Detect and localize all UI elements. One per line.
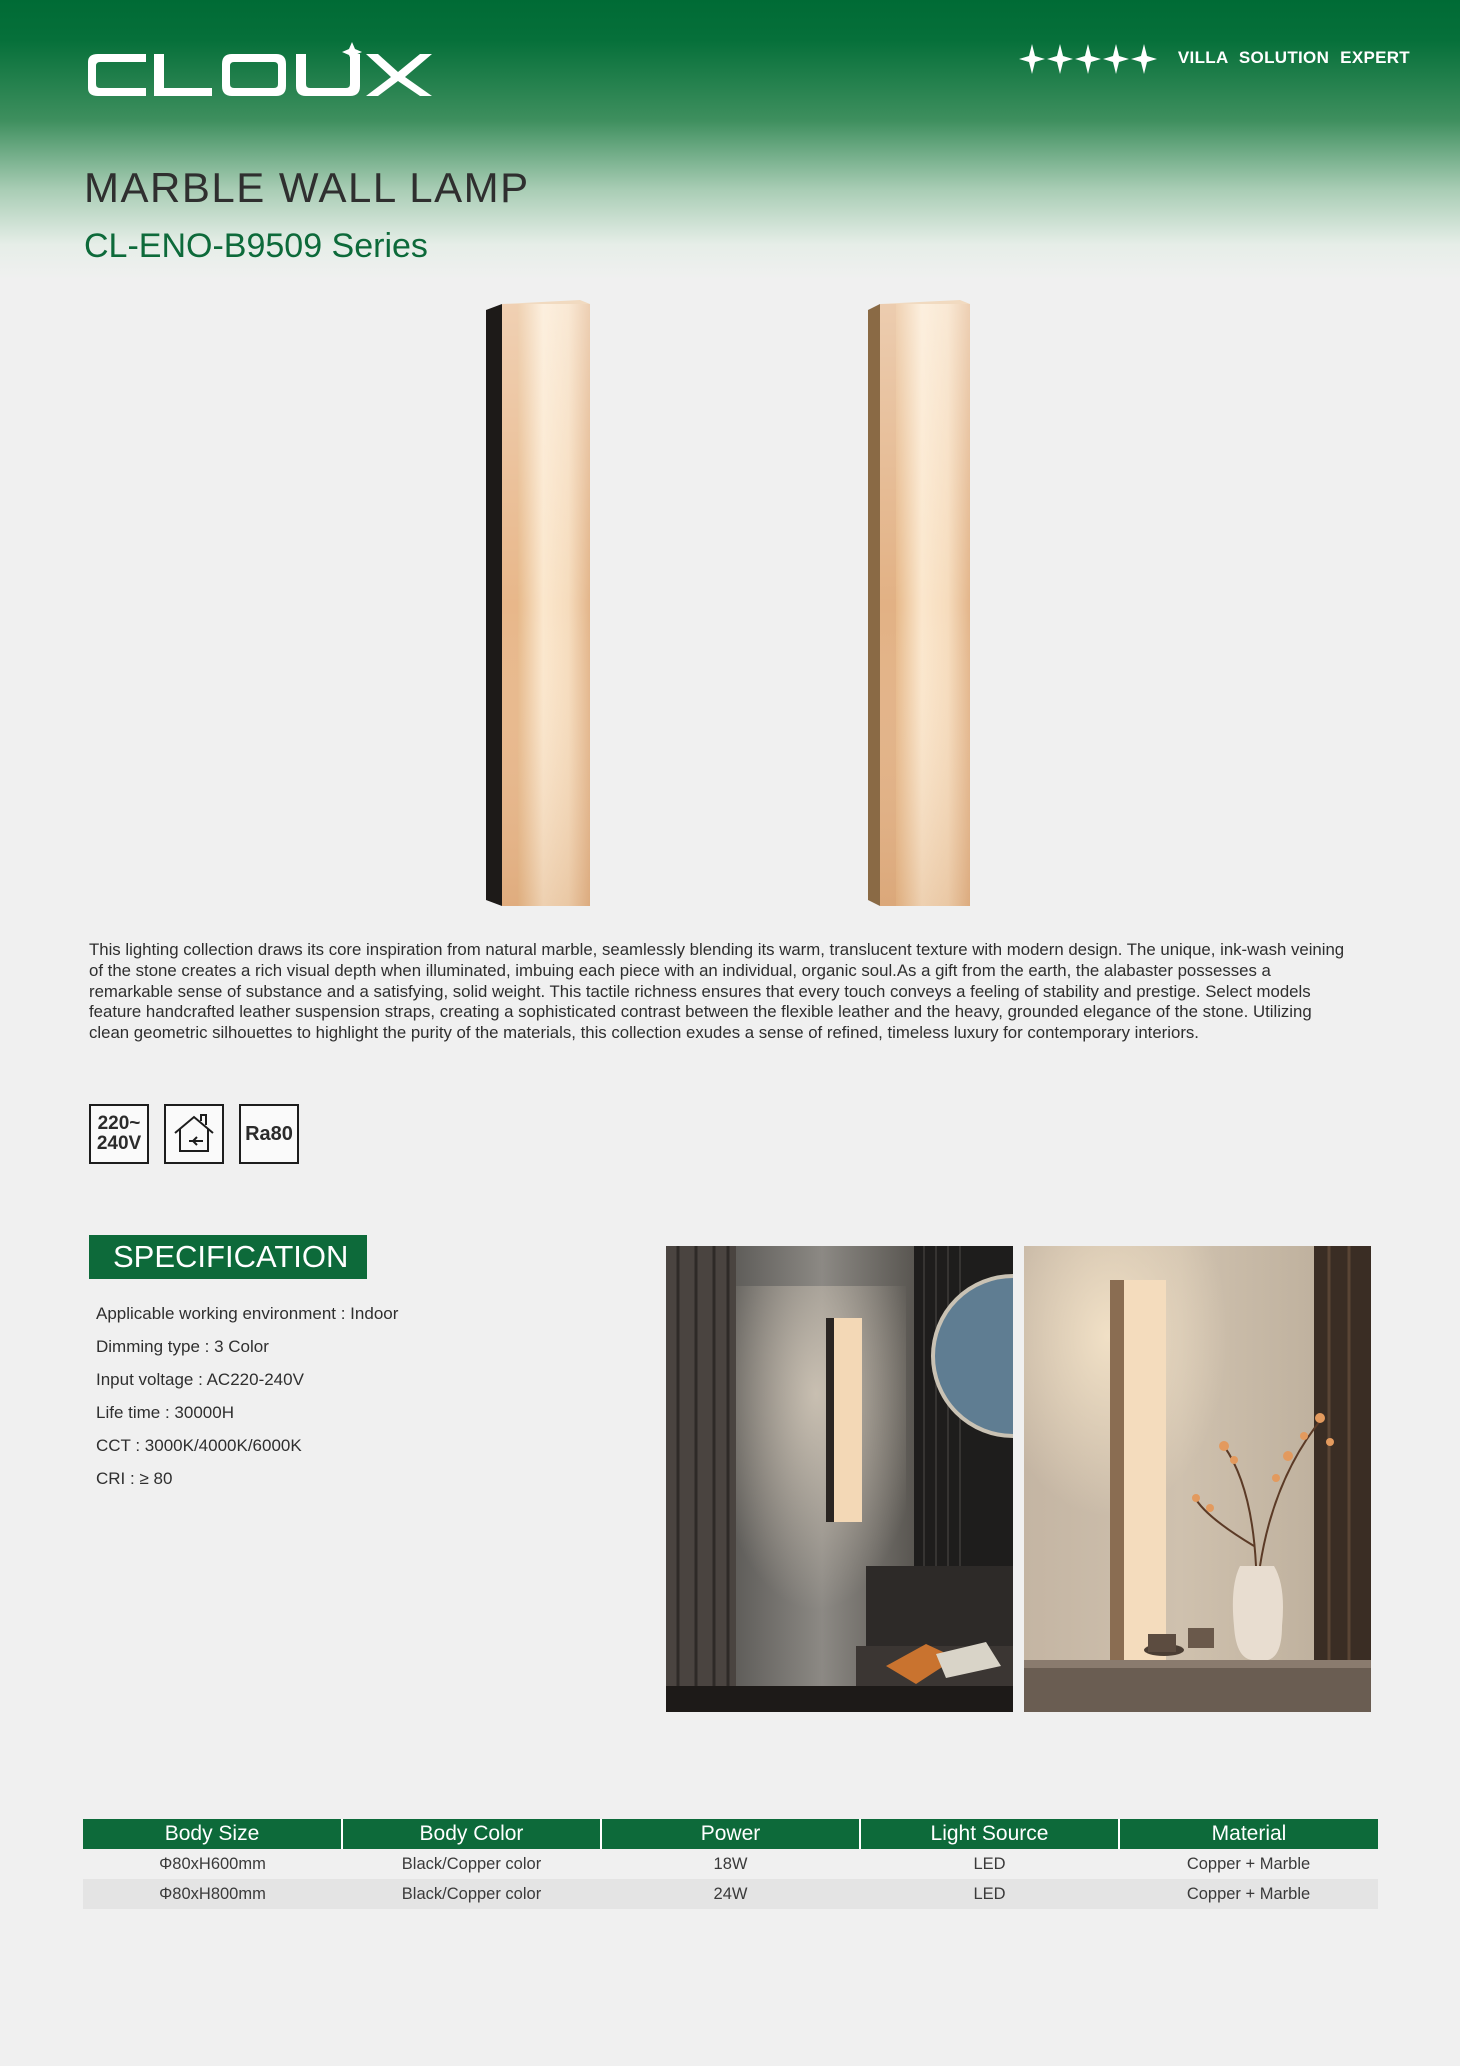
cell-light-source: LED: [973, 1854, 1006, 1873]
cloux-logo: [84, 40, 436, 102]
spec-item: CRI : ≥ 80: [96, 1469, 173, 1488]
five-stars-icon: [1018, 40, 1160, 78]
spec-heading: SPECIFICATION: [89, 1235, 367, 1279]
lamp-black-image: [484, 300, 594, 910]
spec-list: [96, 1300, 398, 1498]
cri-badge: Ra80: [239, 1104, 299, 1164]
cell-body-size: Φ80xH600mm: [159, 1854, 266, 1873]
header-power: Power: [601, 1819, 860, 1849]
header-body-color: Body Color: [342, 1819, 601, 1849]
header-light-source: Light Source: [860, 1819, 1119, 1849]
cell-power: 24W: [601, 1879, 860, 1909]
cell-body-color: Black/Copper color: [401, 1854, 542, 1873]
voltage-badge: 220~ 240V: [89, 1104, 149, 1164]
cell-material: Copper + Marble: [1186, 1854, 1311, 1873]
spec-item: Dimming type : 3 Color: [96, 1337, 269, 1356]
cell-body-size: Φ80xH800mm: [83, 1879, 342, 1909]
table-row: [83, 1849, 1378, 1879]
spec-item: Applicable working environment : Indoor: [96, 1304, 399, 1323]
indoor-house-icon: [164, 1104, 224, 1164]
header-material: Material: [1119, 1819, 1378, 1849]
cell-light-source: LED: [860, 1879, 1119, 1909]
cell-body-color: Black/Copper color: [342, 1879, 601, 1909]
table-header-row: [83, 1819, 1378, 1849]
table-row: [83, 1879, 1378, 1909]
product-title: MARBLE WALL LAMP: [84, 164, 530, 211]
product-description: This lighting collection draws its core inspiration from natural marble, seamlessly blending its warm, translucent texture with modern design. The unique, ink-wash veining of the stone creates a rich visual depth when illuminated, imbuing each piece with an individual, organic soul.As a gift from the earth, the alabaster possesses a remarkable sense of substance and a satisfying, solid weight. This tactile richness ensures that every touch conveys a feeling of stability and prestige. Select models feature handcrafted leather suspension straps, creating a sophisticated contrast between the flexible leather and the heavy, grounded elegance of the stone. Utilizing clean geometric silhouettes to highlight the purity of the materials, this collection exudes a sense of refined, timeless luxury for contemporary interiors.: [89, 940, 1345, 1043]
spec-item: CCT : 3000K/4000K/6000K: [96, 1436, 302, 1455]
lamp-copper-image: [866, 300, 976, 910]
brand-tagline: VILLA SOLUTION EXPERT: [1177, 48, 1410, 67]
cell-material: Copper + Marble: [1119, 1879, 1378, 1909]
spec-item: Input voltage : AC220-240V: [96, 1370, 304, 1389]
bedroom-scene-photo: [666, 1246, 1013, 1712]
header-body-size: Body Size: [83, 1819, 342, 1849]
cell-power: 18W: [713, 1854, 748, 1873]
spec-table: [83, 1819, 1378, 1909]
spec-item: Life time : 30000H: [96, 1403, 234, 1422]
product-series: CL-ENO-B9509 Series: [84, 227, 428, 265]
vase-scene-photo: [1024, 1246, 1371, 1712]
